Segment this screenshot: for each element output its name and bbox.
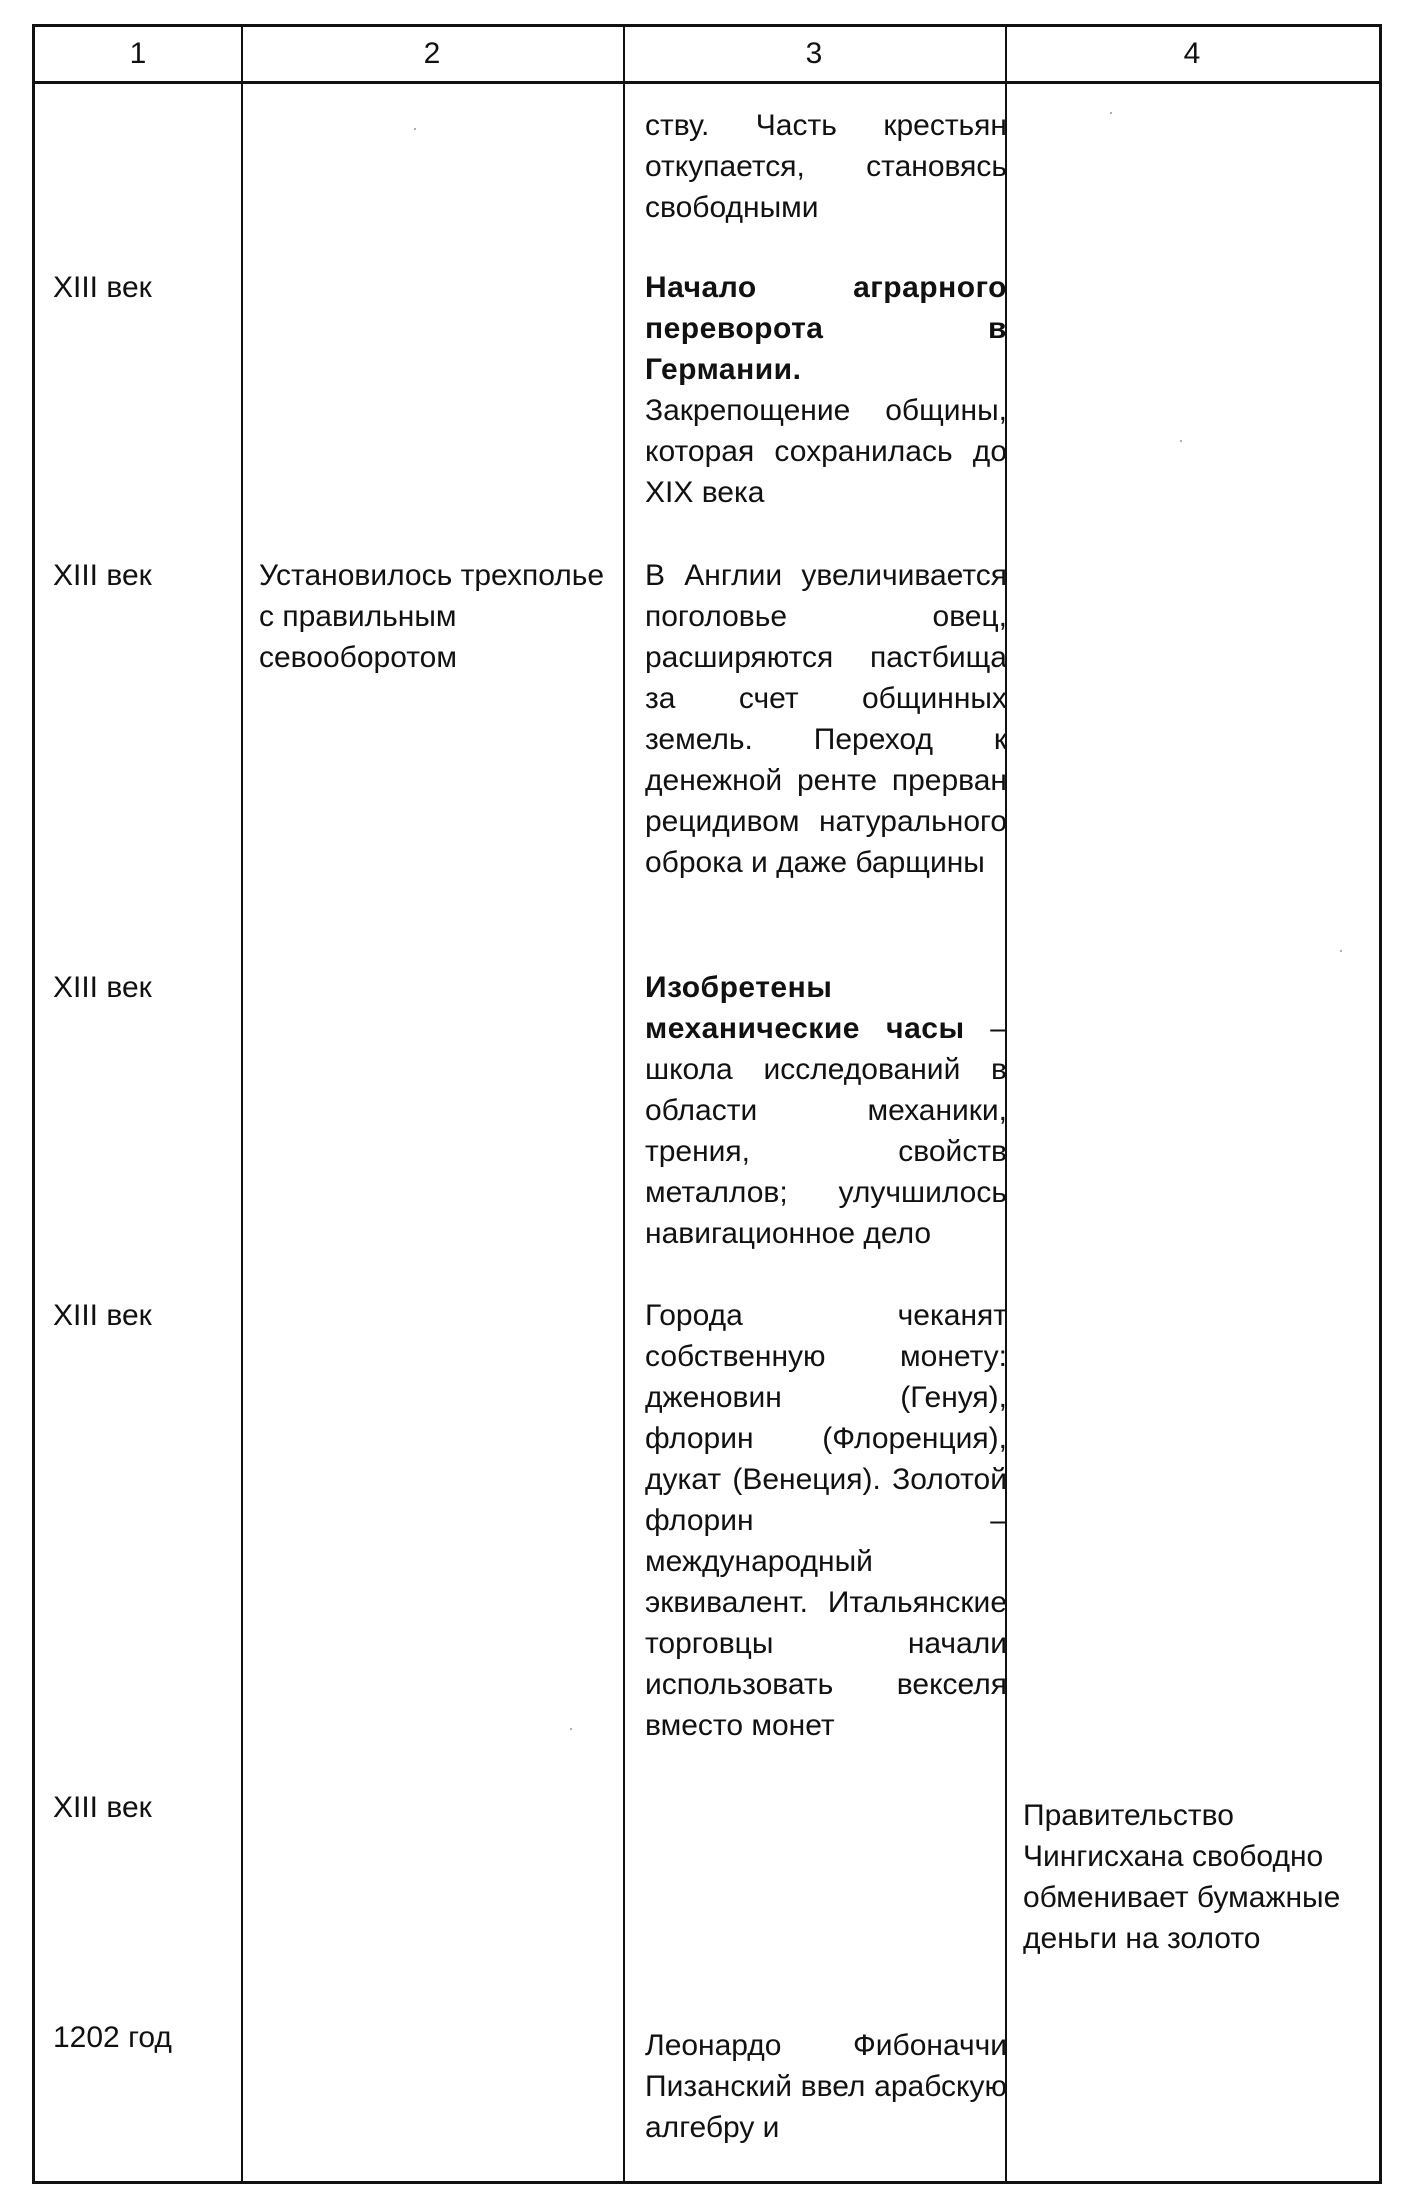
row-1-col-3: Начало аграрного переворота в Германии. Закрепощение общины, которая сохранилась до XIX века (645, 271, 1007, 509)
row-5-date: XIII век (53, 1791, 152, 1824)
scan-speck (570, 1728, 572, 1730)
row-3-col-3: Изобретены механические часы – школа исследований в области механики, трения, свойств металлов; улучшилось навигационное дело (645, 971, 1007, 1250)
header-separator (35, 81, 1379, 84)
scan-speck (1180, 440, 1182, 442)
header-col-4: 4 (1183, 37, 1201, 70)
scan-speck (1340, 950, 1342, 952)
header-col-1: 1 (129, 37, 147, 70)
row-5-col-4: Правительство Чингисхана свободно обменивает бумажные деньги на золото (1023, 1799, 1341, 1955)
row-0-col-3: ству. Часть крестьян откупается, становясь свободными (645, 109, 1007, 224)
row-2-date: XIII век (53, 559, 152, 592)
row-4-date: XIII век (53, 1299, 152, 1332)
column-divider-1 (241, 27, 243, 2181)
row-6-col-3: Леонардо Фибоначчи Пизанский ввел арабскую алгебру и (645, 2029, 1007, 2144)
scan-speck (414, 128, 416, 130)
row-3-date: XIII век (53, 971, 152, 1004)
chronology-table (32, 24, 1382, 2184)
row-4-col-3: Города чеканят собственную монету: дженовин (Генуя), флорин (Флоренция), дукат (Венеция). Золотой флорин – международный эквивалент. Итальянские торговцы начали использовать векселя вместо монет (645, 1299, 1007, 1742)
scan-speck (1110, 112, 1112, 114)
header-col-3: 3 (805, 37, 823, 70)
row-6-date: 1202 год (53, 2021, 172, 2054)
row-2-col-3: В Англии увеличивается поголовье овец, расширяются пастбища за счет общинных земель. Переход к денежной ренте прерван рецидивом натурального оброка и даже барщины (645, 559, 1007, 879)
header-col-2: 2 (423, 37, 441, 70)
row-2-col-2: Установилось трехполье с правильным севооборотом (259, 559, 605, 674)
row-1-date: XIII век (53, 271, 152, 304)
column-divider-2 (623, 27, 625, 2181)
